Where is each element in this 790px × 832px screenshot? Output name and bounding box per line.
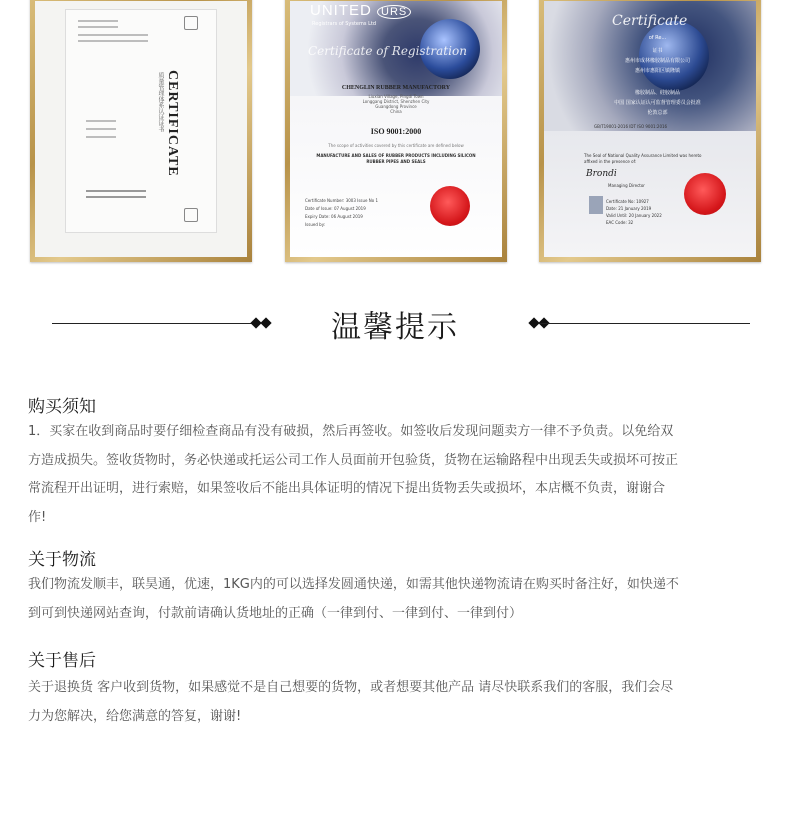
certificate-field: Certificate No: 10927 — [606, 199, 649, 204]
urs-badge: URS — [377, 5, 411, 19]
certificate-address: Liuxian Village, Pingdi Town Longgang District, Shenzhen City Guangdong Province China — [362, 94, 430, 114]
signature: Brondi — [586, 169, 617, 179]
notice-title: 温馨提示 — [331, 310, 459, 345]
certificate-field: Issued by: — [305, 222, 326, 227]
certificate-cn-note: 橡胶制品、硅胶制品 — [634, 90, 680, 96]
certificate-cn-line: 惠州市成林橡胶制品有限公司 — [624, 58, 690, 64]
text-line: 作! — [28, 509, 47, 525]
certificate-paper — [65, 9, 217, 233]
certificate-script-sub: of Re... — [648, 35, 667, 41]
certificate-cn-note: 中国 国家认证认可监督管理委员会批准 — [614, 100, 701, 106]
certificate-image-1 — [35, 1, 247, 257]
certificate-scope: MANUFACTURE AND SALES OF RUBBER PRODUCTS INCLUDING SILICON RUBBER PIPES AND SEALS — [316, 153, 476, 164]
text-line: 力为您解决，给您满意的答复，谢谢! — [28, 708, 242, 724]
certificate-gallery — [0, 0, 790, 262]
certificate-script-title: Certificate of Registration — [308, 44, 467, 58]
certificate-cn-note: 伦敦总部 — [647, 110, 668, 116]
certificate-standard: GB/T19001-2016 IDT ISO 9001:2016 — [594, 124, 668, 129]
section-body-purchase — [28, 418, 740, 532]
globe-icon — [639, 21, 709, 91]
certificate-field: Expiry Date: 06 August 2019 — [305, 214, 363, 219]
certificate-frame-1 — [30, 0, 252, 262]
notice-heading — [0, 300, 790, 348]
certificate-note: The Seal of National Quality Assurance Limited was hereto affixed in the presence of: — [584, 153, 702, 164]
certificate-cn-line: 证书 — [652, 48, 663, 54]
text-line: 1．买家在收到商品时要仔细检查商品有没有破损，然后再签收。如签收后发现问题卖方一律不予负责。以免给双 — [28, 424, 674, 439]
certificate-brand: UNITED URS — [310, 2, 411, 19]
certificate-field: Certificate Number: 3003 Issue No 1 — [305, 198, 379, 203]
certificate-standard: ISO 9001:2000 — [370, 127, 422, 136]
accreditation-mark-icon — [589, 196, 603, 214]
red-seal-icon — [430, 186, 470, 226]
section-body-logistics — [28, 571, 740, 628]
certificate-subtitle: 质量管理体系认证证书 — [157, 72, 164, 132]
certificate-script-title: Certificate — [612, 13, 688, 29]
certificate-frame-2 — [285, 0, 507, 262]
signature-role: Managing Director — [608, 183, 645, 188]
red-seal-icon — [684, 173, 726, 215]
text-line: 常流程开出证明，进行索赔，如果签收后不能出具体证明的情况下提出货物丢失或损坏，本店概不负责，谢谢合 — [28, 481, 666, 496]
certificate-image-3 — [544, 1, 756, 257]
certificate-frame-3 — [539, 0, 761, 262]
divider-line — [540, 323, 750, 324]
certificate-image-2 — [290, 1, 502, 257]
section-title-purchase: 购买须知 — [28, 397, 96, 417]
certificate-field: Date: 21 January 2019 — [606, 206, 652, 211]
certificate-accreditation: Registrars of Systems Ltd — [312, 21, 376, 27]
section-title-logistics: 关于物流 — [28, 550, 96, 570]
text-line: 关于退换货 客户收到货物，如果感觉不是自己想要的货物，或者想要其他产品 请尽快联系我们的客服，我们会尽 — [28, 680, 674, 695]
text-line: 到可到快递网站查询，付款前请确认货地址的正确（一律到付、一律到付、一律到付） — [28, 605, 523, 621]
text-line: 方造成损失。签收货物时，务必快递或托运公司工作人员面前开包验货，货物在运输路程中出现丢失或损坏可按正 — [28, 452, 679, 468]
certificate-field: EAC Code: 32 — [606, 220, 634, 225]
certificate-cn-line: 惠州市惠阳区镇隆镇 — [634, 68, 680, 74]
certificate-scope-note: The scope of activities covered by this certificate are defined below — [328, 143, 464, 148]
text-line: 我们物流发顺丰，联昊通，优速，1KG内的可以选择发圆通快递，如需其他快递物流请在购买时备注好，如快递不 — [28, 577, 679, 592]
certificate-logo-icon — [184, 16, 198, 30]
certificate-logo-icon — [184, 208, 198, 222]
certificate-field: Valid Until: 20 January 2022 — [606, 213, 662, 218]
section-title-after-sales: 关于售后 — [28, 651, 96, 671]
section-body-after-sales — [28, 674, 740, 731]
certificate-company: CHENGLIN RUBBER MANUFACTORY — [341, 85, 451, 91]
certificate-field: Date of Issue: 07 August 2019 — [305, 206, 366, 211]
certificate-title: CERTIFICATE — [165, 70, 180, 177]
